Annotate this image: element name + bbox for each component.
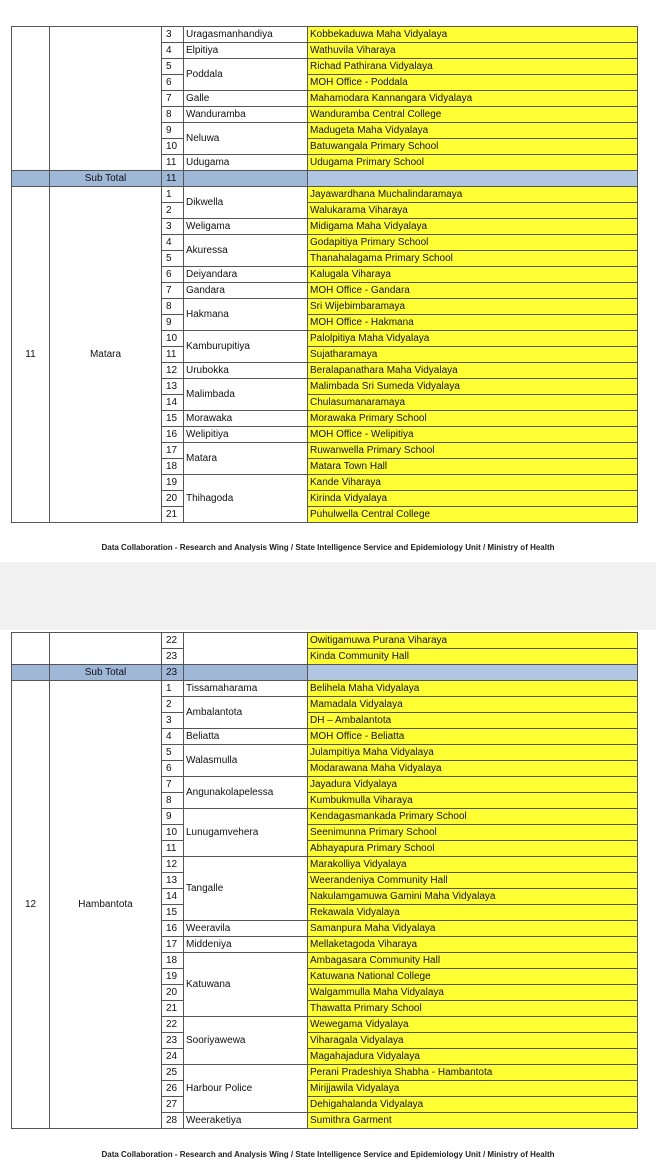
moh-area-cell: Hakmana xyxy=(184,299,308,331)
row-number-cell: 22 xyxy=(162,633,184,649)
row-number-cell: 6 xyxy=(162,267,184,283)
moh-area-cell: Deiyandara xyxy=(184,267,308,283)
row-number-cell: 5 xyxy=(162,59,184,75)
row-number-cell: 9 xyxy=(162,123,184,139)
moh-area-cell: Matara xyxy=(184,443,308,475)
moh-area-cell: Tangalle xyxy=(184,857,308,921)
centre-name-cell: Kande Viharaya xyxy=(308,475,638,491)
centre-name-cell: Jayadura Vidyalaya xyxy=(308,777,638,793)
centre-name-cell: Thawatta Primary School xyxy=(308,1001,638,1017)
moh-area-cell: Lunugamvehera xyxy=(184,809,308,857)
row-number-cell: 18 xyxy=(162,459,184,475)
row-number-cell: 2 xyxy=(162,203,184,219)
row-number-cell: 7 xyxy=(162,777,184,793)
district-name-cell: Hambantota xyxy=(50,681,162,1129)
row-number-cell: 15 xyxy=(162,905,184,921)
centre-name-cell: MOH Office - Welipitiya xyxy=(308,427,638,443)
centre-name-cell: Beralapanathara Maha Vidyalaya xyxy=(308,363,638,379)
subtotal-label: Sub Total xyxy=(50,665,162,681)
moh-area-cell: Katuwana xyxy=(184,953,308,1017)
row-number-cell: 3 xyxy=(162,713,184,729)
row-number-cell: 13 xyxy=(162,379,184,395)
centre-name-cell: Nakulamgamuwa Gamini Maha Vidyalaya xyxy=(308,889,638,905)
row-number-cell: 19 xyxy=(162,475,184,491)
centre-name-cell: Kirinda Vidyalaya xyxy=(308,491,638,507)
centre-name-cell: Wanduramba Central College xyxy=(308,107,638,123)
subtotal-row xyxy=(12,171,638,187)
centre-name-cell: Modarawana Maha Vidyalaya xyxy=(308,761,638,777)
row-number-cell: 12 xyxy=(162,857,184,873)
moh-area-cell: Angunakolapelessa xyxy=(184,777,308,809)
centre-name-cell: Ambagasara Community Hall xyxy=(308,953,638,969)
centre-name-cell: Kalugala Viharaya xyxy=(308,267,638,283)
centre-name-cell: Mirijjawila Vidyalaya xyxy=(308,1081,638,1097)
subtotal-blank-cell xyxy=(184,665,308,681)
district-name-cell: Matara xyxy=(50,187,162,523)
page-footer: Data Collaboration - Research and Analysis Wing / State Intelligence Service and Epidemiology Unit / Ministry of Health xyxy=(101,543,555,552)
row-number-cell: 6 xyxy=(162,75,184,91)
centre-name-cell: Katuwana National College xyxy=(308,969,638,985)
centre-name-cell: Viharagala Vidyalaya xyxy=(308,1033,638,1049)
row-number-cell: 14 xyxy=(162,889,184,905)
moh-area-cell: Morawaka xyxy=(184,411,308,427)
row-number-cell: 7 xyxy=(162,283,184,299)
vaccination-centres-table-2 xyxy=(11,632,638,1129)
centre-name-cell: Julampitiya Maha Vidyalaya xyxy=(308,745,638,761)
moh-area-cell: Urubokka xyxy=(184,363,308,379)
row-number-cell: 10 xyxy=(162,331,184,347)
row-number-cell: 23 xyxy=(162,649,184,665)
moh-area-cell: Dikwella xyxy=(184,187,308,219)
centre-name-cell: Malimbada Sri Sumeda Vidyalaya xyxy=(308,379,638,395)
centre-name-cell: Batuwangala Primary School xyxy=(308,139,638,155)
moh-area-cell: Tissamaharama xyxy=(184,681,308,697)
table-row xyxy=(12,27,638,43)
row-number-cell: 20 xyxy=(162,491,184,507)
row-number-cell: 26 xyxy=(162,1081,184,1097)
moh-area-cell: Udugama xyxy=(184,155,308,171)
row-number-cell: 1 xyxy=(162,187,184,203)
district-number-cell: 11 xyxy=(12,187,50,523)
centre-name-cell: Matara Town Hall xyxy=(308,459,638,475)
centre-name-cell: Madugeta Maha Vidyalaya xyxy=(308,123,638,139)
centre-name-cell: Walukarama Viharaya xyxy=(308,203,638,219)
moh-area-cell xyxy=(184,633,308,665)
centre-name-cell: MOH Office - Gandara xyxy=(308,283,638,299)
moh-area-cell: Kamburupitiya xyxy=(184,331,308,363)
moh-area-cell: Weligama xyxy=(184,219,308,235)
moh-area-cell: Weeraketiya xyxy=(184,1113,308,1129)
subtotal-blank-cell xyxy=(308,171,638,187)
centre-name-cell: Mellaketagoda Viharaya xyxy=(308,937,638,953)
centre-name-cell: Palolpitiya Maha Vidyalaya xyxy=(308,331,638,347)
centre-name-cell: Sumithra Garment xyxy=(308,1113,638,1129)
centre-name-cell: Chulasumanaramaya xyxy=(308,395,638,411)
row-number-cell: 10 xyxy=(162,825,184,841)
row-number-cell: 11 xyxy=(162,841,184,857)
centre-name-cell: Owitigamuwa Purana Viharaya xyxy=(308,633,638,649)
centre-name-cell: Wewegama Vidyalaya xyxy=(308,1017,638,1033)
row-number-cell: 23 xyxy=(162,1033,184,1049)
centre-name-cell: Sri Wijebimbaramaya xyxy=(308,299,638,315)
table-row xyxy=(12,187,638,203)
row-number-cell: 16 xyxy=(162,427,184,443)
moh-area-cell: Welipitiya xyxy=(184,427,308,443)
row-number-cell: 22 xyxy=(162,1017,184,1033)
centre-name-cell: MOH Office - Beliatta xyxy=(308,729,638,745)
vaccination-centres-table-1 xyxy=(11,26,638,523)
row-number-cell: 25 xyxy=(162,1065,184,1081)
centre-name-cell: Marakolliya Vidyalaya xyxy=(308,857,638,873)
moh-area-cell: Galle xyxy=(184,91,308,107)
subtotal-blank-cell xyxy=(12,665,50,681)
moh-area-cell: Elpitiya xyxy=(184,43,308,59)
moh-area-cell: Malimbada xyxy=(184,379,308,411)
centre-name-cell: Jayawardhana Muchalindaramaya xyxy=(308,187,638,203)
page-footer: Data Collaboration - Research and Analysis Wing / State Intelligence Service and Epidemiology Unit / Ministry of Health xyxy=(101,1150,555,1159)
row-number-cell: 6 xyxy=(162,761,184,777)
row-number-cell: 18 xyxy=(162,953,184,969)
moh-area-cell: Wanduramba xyxy=(184,107,308,123)
centre-name-cell: Kumbukmulla Viharaya xyxy=(308,793,638,809)
moh-area-cell: Neluwa xyxy=(184,123,308,155)
moh-area-cell: Weeravila xyxy=(184,921,308,937)
centre-name-cell: Walgammulla Maha Vidyalaya xyxy=(308,985,638,1001)
row-number-cell: 12 xyxy=(162,363,184,379)
centre-name-cell: Mamadala Vidyalaya xyxy=(308,697,638,713)
row-number-cell: 7 xyxy=(162,91,184,107)
row-number-cell: 5 xyxy=(162,745,184,761)
centre-name-cell: Godapitiya Primary School xyxy=(308,235,638,251)
moh-area-cell: Beliatta xyxy=(184,729,308,745)
centre-name-cell: Dehigahalanda Vidyalaya xyxy=(308,1097,638,1113)
subtotal-blank-cell xyxy=(308,665,638,681)
row-number-cell: 20 xyxy=(162,985,184,1001)
subtotal-blank-cell xyxy=(184,171,308,187)
moh-area-cell: Poddala xyxy=(184,59,308,91)
centre-name-cell: Samanpura Maha Vidyalaya xyxy=(308,921,638,937)
row-number-cell: 9 xyxy=(162,315,184,331)
row-number-cell: 1 xyxy=(162,681,184,697)
row-number-cell: 8 xyxy=(162,299,184,315)
centre-name-cell: DH – Ambalantota xyxy=(308,713,638,729)
centre-name-cell: Morawaka Primary School xyxy=(308,411,638,427)
centre-name-cell: Ruwanwella Primary School xyxy=(308,443,638,459)
row-number-cell: 21 xyxy=(162,507,184,523)
centre-name-cell: Kendagasmankada Primary School xyxy=(308,809,638,825)
centre-name-cell: Wathuvila Viharaya xyxy=(308,43,638,59)
row-number-cell: 5 xyxy=(162,251,184,267)
moh-area-cell: Akuressa xyxy=(184,235,308,267)
row-number-cell: 17 xyxy=(162,937,184,953)
row-number-cell: 11 xyxy=(162,155,184,171)
moh-area-cell: Ambalantota xyxy=(184,697,308,729)
centre-name-cell: MOH Office - Hakmana xyxy=(308,315,638,331)
moh-area-cell: Walasmulla xyxy=(184,745,308,777)
centre-name-cell: Weerandeniya Community Hall xyxy=(308,873,638,889)
moh-area-cell: Thihagoda xyxy=(184,475,308,523)
centre-name-cell: Udugama Primary School xyxy=(308,155,638,171)
table-row xyxy=(12,681,638,697)
moh-area-cell: Middeniya xyxy=(184,937,308,953)
centre-name-cell: Sujatharamaya xyxy=(308,347,638,363)
centre-name-cell: Abhayapura Primary School xyxy=(308,841,638,857)
district-name-cell xyxy=(50,27,162,171)
centre-name-cell: Midigama Maha Vidyalaya xyxy=(308,219,638,235)
moh-area-cell: Harbour Police xyxy=(184,1065,308,1113)
row-number-cell: 15 xyxy=(162,411,184,427)
row-number-cell: 3 xyxy=(162,27,184,43)
table-row xyxy=(12,633,638,649)
row-number-cell: 8 xyxy=(162,107,184,123)
row-number-cell: 13 xyxy=(162,873,184,889)
row-number-cell: 17 xyxy=(162,443,184,459)
centre-name-cell: Rekawala Vidyalaya xyxy=(308,905,638,921)
row-number-cell: 4 xyxy=(162,729,184,745)
centre-name-cell: Kinda Community Hall xyxy=(308,649,638,665)
row-number-cell: 8 xyxy=(162,793,184,809)
centre-name-cell: Thanahalagama Primary School xyxy=(308,251,638,267)
row-number-cell: 9 xyxy=(162,809,184,825)
row-number-cell: 2 xyxy=(162,697,184,713)
centre-name-cell: Richad Pathirana Vidyalaya xyxy=(308,59,638,75)
district-name-cell xyxy=(50,633,162,665)
row-number-cell: 10 xyxy=(162,139,184,155)
centre-name-cell: Perani Pradeshiya Shabha - Hambantota xyxy=(308,1065,638,1081)
page-1 xyxy=(0,0,656,562)
row-number-cell: 21 xyxy=(162,1001,184,1017)
district-number-cell xyxy=(12,633,50,665)
centre-name-cell: MOH Office - Poddala xyxy=(308,75,638,91)
centre-name-cell: Kobbekaduwa Maha Vidyalaya xyxy=(308,27,638,43)
centre-name-cell: Mahamodara Kannangara Vidyalaya xyxy=(308,91,638,107)
row-number-cell: 16 xyxy=(162,921,184,937)
row-number-cell: 4 xyxy=(162,43,184,59)
row-number-cell: 3 xyxy=(162,219,184,235)
row-number-cell: 28 xyxy=(162,1113,184,1129)
subtotal-value: 23 xyxy=(162,665,184,681)
moh-area-cell: Uragasmanhandiya xyxy=(184,27,308,43)
moh-area-cell: Sooriyawewa xyxy=(184,1017,308,1065)
centre-name-cell: Seenimunna Primary School xyxy=(308,825,638,841)
subtotal-row xyxy=(12,665,638,681)
subtotal-value: 11 xyxy=(162,171,184,187)
district-number-cell xyxy=(12,27,50,171)
district-number-cell: 12 xyxy=(12,681,50,1129)
page-2 xyxy=(0,630,656,1164)
centre-name-cell: Puhulwella Central College xyxy=(308,507,638,523)
row-number-cell: 14 xyxy=(162,395,184,411)
centre-name-cell: Magahajadura Vidyalaya xyxy=(308,1049,638,1065)
moh-area-cell: Gandara xyxy=(184,283,308,299)
row-number-cell: 24 xyxy=(162,1049,184,1065)
subtotal-blank-cell xyxy=(12,171,50,187)
row-number-cell: 4 xyxy=(162,235,184,251)
row-number-cell: 27 xyxy=(162,1097,184,1113)
subtotal-label: Sub Total xyxy=(50,171,162,187)
row-number-cell: 19 xyxy=(162,969,184,985)
centre-name-cell: Belihela Maha Vidyalaya xyxy=(308,681,638,697)
row-number-cell: 11 xyxy=(162,347,184,363)
